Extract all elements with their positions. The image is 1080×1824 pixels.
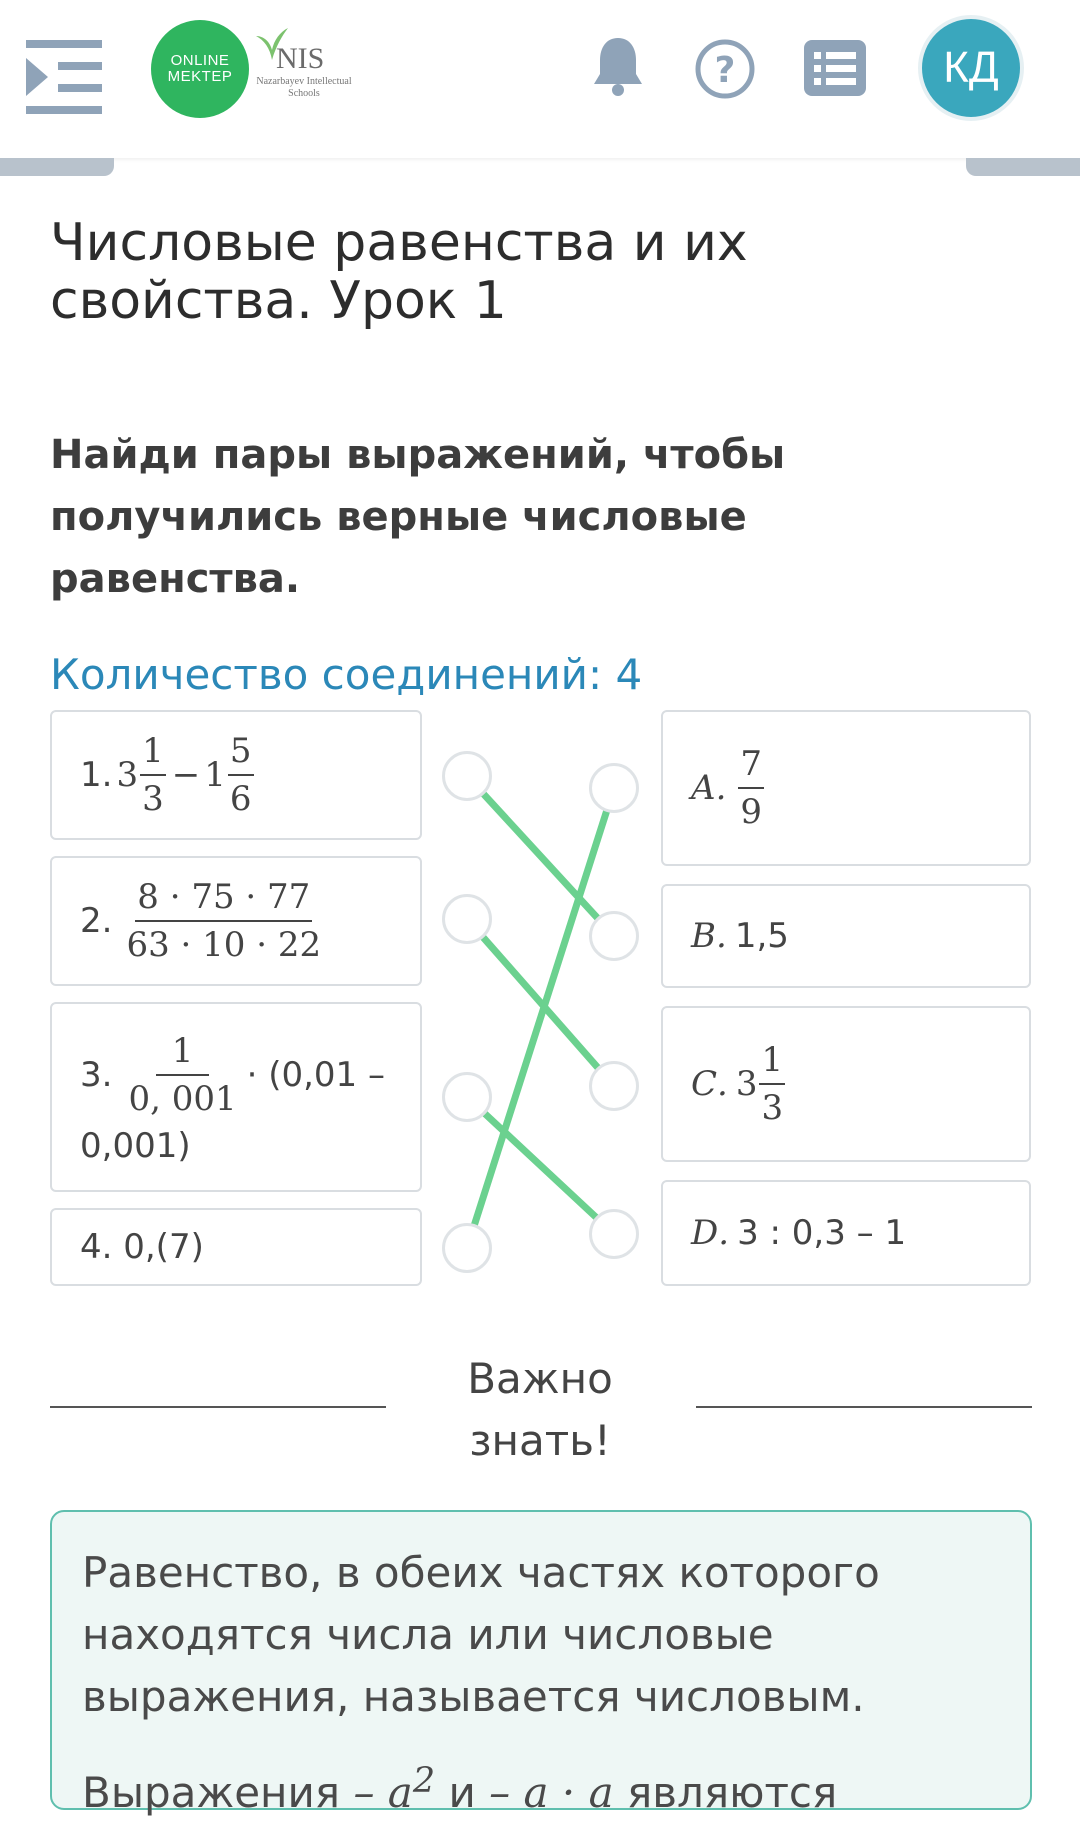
- item-text: 4. 0,(7): [80, 1227, 204, 1267]
- menu-icon[interactable]: [22, 34, 106, 118]
- right-connector-d[interactable]: [589, 1209, 639, 1259]
- item-letter: C: [691, 1064, 718, 1104]
- whole-part: 3: [116, 755, 139, 795]
- logo-mektep-text: MEKTEP: [167, 68, 233, 85]
- help-icon[interactable]: [694, 38, 756, 104]
- logo-online-text: ONLINE: [170, 52, 230, 69]
- important-heading: Важно знать!: [467, 1354, 613, 1465]
- left-item-4[interactable]: [50, 1208, 422, 1286]
- right-connector-c[interactable]: [589, 1061, 639, 1111]
- nis-subtitle: Nazarbayev Intellectual Schools: [256, 76, 352, 99]
- fraction: [140, 728, 166, 822]
- user-avatar[interactable]: КД: [918, 15, 1024, 121]
- whole-part: 1: [204, 755, 226, 795]
- item-value: 3 : 0,3 – 1: [737, 1213, 907, 1253]
- item-value: 1,5: [734, 916, 789, 956]
- expression-tail-cont: 0,001): [80, 1126, 191, 1166]
- info-box: [50, 1510, 1032, 1817]
- numerator: 1: [156, 1028, 210, 1076]
- item-letter: D: [691, 1213, 719, 1253]
- right-item-a[interactable]: A . $\frac{7}{9}$: [661, 710, 1031, 866]
- right-item-c[interactable]: C . 3 $\frac{1}{3}$: [661, 1006, 1031, 1162]
- left-connector-4[interactable]: [442, 1223, 492, 1273]
- nis-text: NIS: [276, 42, 325, 75]
- whole-part: 3: [735, 1064, 758, 1104]
- fraction: [759, 1037, 785, 1131]
- info-text-start: Выражения: [82, 1768, 341, 1817]
- right-item-b[interactable]: B . 1,5: [661, 884, 1031, 988]
- svg-text:?: ?: [714, 50, 736, 91]
- divider-left: [50, 1406, 386, 1408]
- item-letter: A: [691, 768, 716, 808]
- left-item-2[interactable]: [50, 856, 422, 986]
- divider-right: [696, 1406, 1032, 1408]
- fraction: [738, 741, 764, 835]
- left-connector-2[interactable]: [442, 894, 492, 944]
- left-item-1[interactable]: [50, 710, 422, 840]
- item-number: 1.: [80, 755, 113, 795]
- item-number: 2.: [80, 901, 113, 941]
- info-text-mid: и: [448, 1768, 476, 1817]
- fraction: [124, 874, 323, 968]
- denominator: 3: [761, 1088, 784, 1128]
- connection-line-3-d: [467, 1097, 614, 1234]
- item-number: 3.: [80, 1055, 113, 1095]
- task-title: Найди пары выражений, чтобы получились верные числовые равенства.: [50, 432, 786, 602]
- denominator: 3: [142, 779, 164, 819]
- item-letter: B: [691, 916, 716, 956]
- info-text-end: являются: [626, 1768, 838, 1817]
- right-connector-a[interactable]: [589, 763, 639, 813]
- fraction: [228, 728, 254, 822]
- list-icon[interactable]: [804, 40, 866, 100]
- lesson-title: Числовые равенства и их свойства. Урок 1: [50, 213, 748, 331]
- left-connector-1[interactable]: [442, 751, 492, 801]
- denominator: 6: [229, 779, 252, 819]
- info-examples: Выражения – $a^2$ и – a · a являются: [82, 1761, 838, 1817]
- info-definition: Равенство, в обеих частях которого находятся числа или числовые выражения, называется числовым.: [82, 1548, 880, 1721]
- bell-icon[interactable]: [590, 34, 646, 102]
- left-connector-3[interactable]: [442, 1072, 492, 1122]
- nis-logo: [252, 22, 352, 122]
- header-tab-right: [966, 158, 1080, 176]
- numerator: 1: [759, 1037, 785, 1085]
- online-mektep-logo: [151, 20, 249, 118]
- numerator: 8 · 75 · 77: [135, 874, 312, 922]
- header-tab-left: [0, 158, 114, 176]
- numerator: 5: [228, 728, 254, 776]
- denominator: 0, 001: [128, 1079, 237, 1119]
- operator: −: [171, 755, 201, 795]
- connections-count: Количество соединений: 4: [50, 650, 643, 699]
- denominator: 63 · 10 · 22: [126, 925, 322, 965]
- right-connector-b[interactable]: [589, 911, 639, 961]
- numerator: 7: [738, 741, 764, 789]
- connection-line-4-a: [467, 788, 614, 1248]
- expression-tail: · (0,01 –: [246, 1055, 385, 1095]
- fraction: [126, 1028, 238, 1122]
- numerator: 1: [140, 728, 166, 776]
- top-bar: [0, 0, 1080, 158]
- denominator: 9: [740, 792, 763, 832]
- left-item-3[interactable]: [50, 1002, 422, 1192]
- right-item-d[interactable]: D . 3 : 0,3 – 1: [661, 1180, 1031, 1286]
